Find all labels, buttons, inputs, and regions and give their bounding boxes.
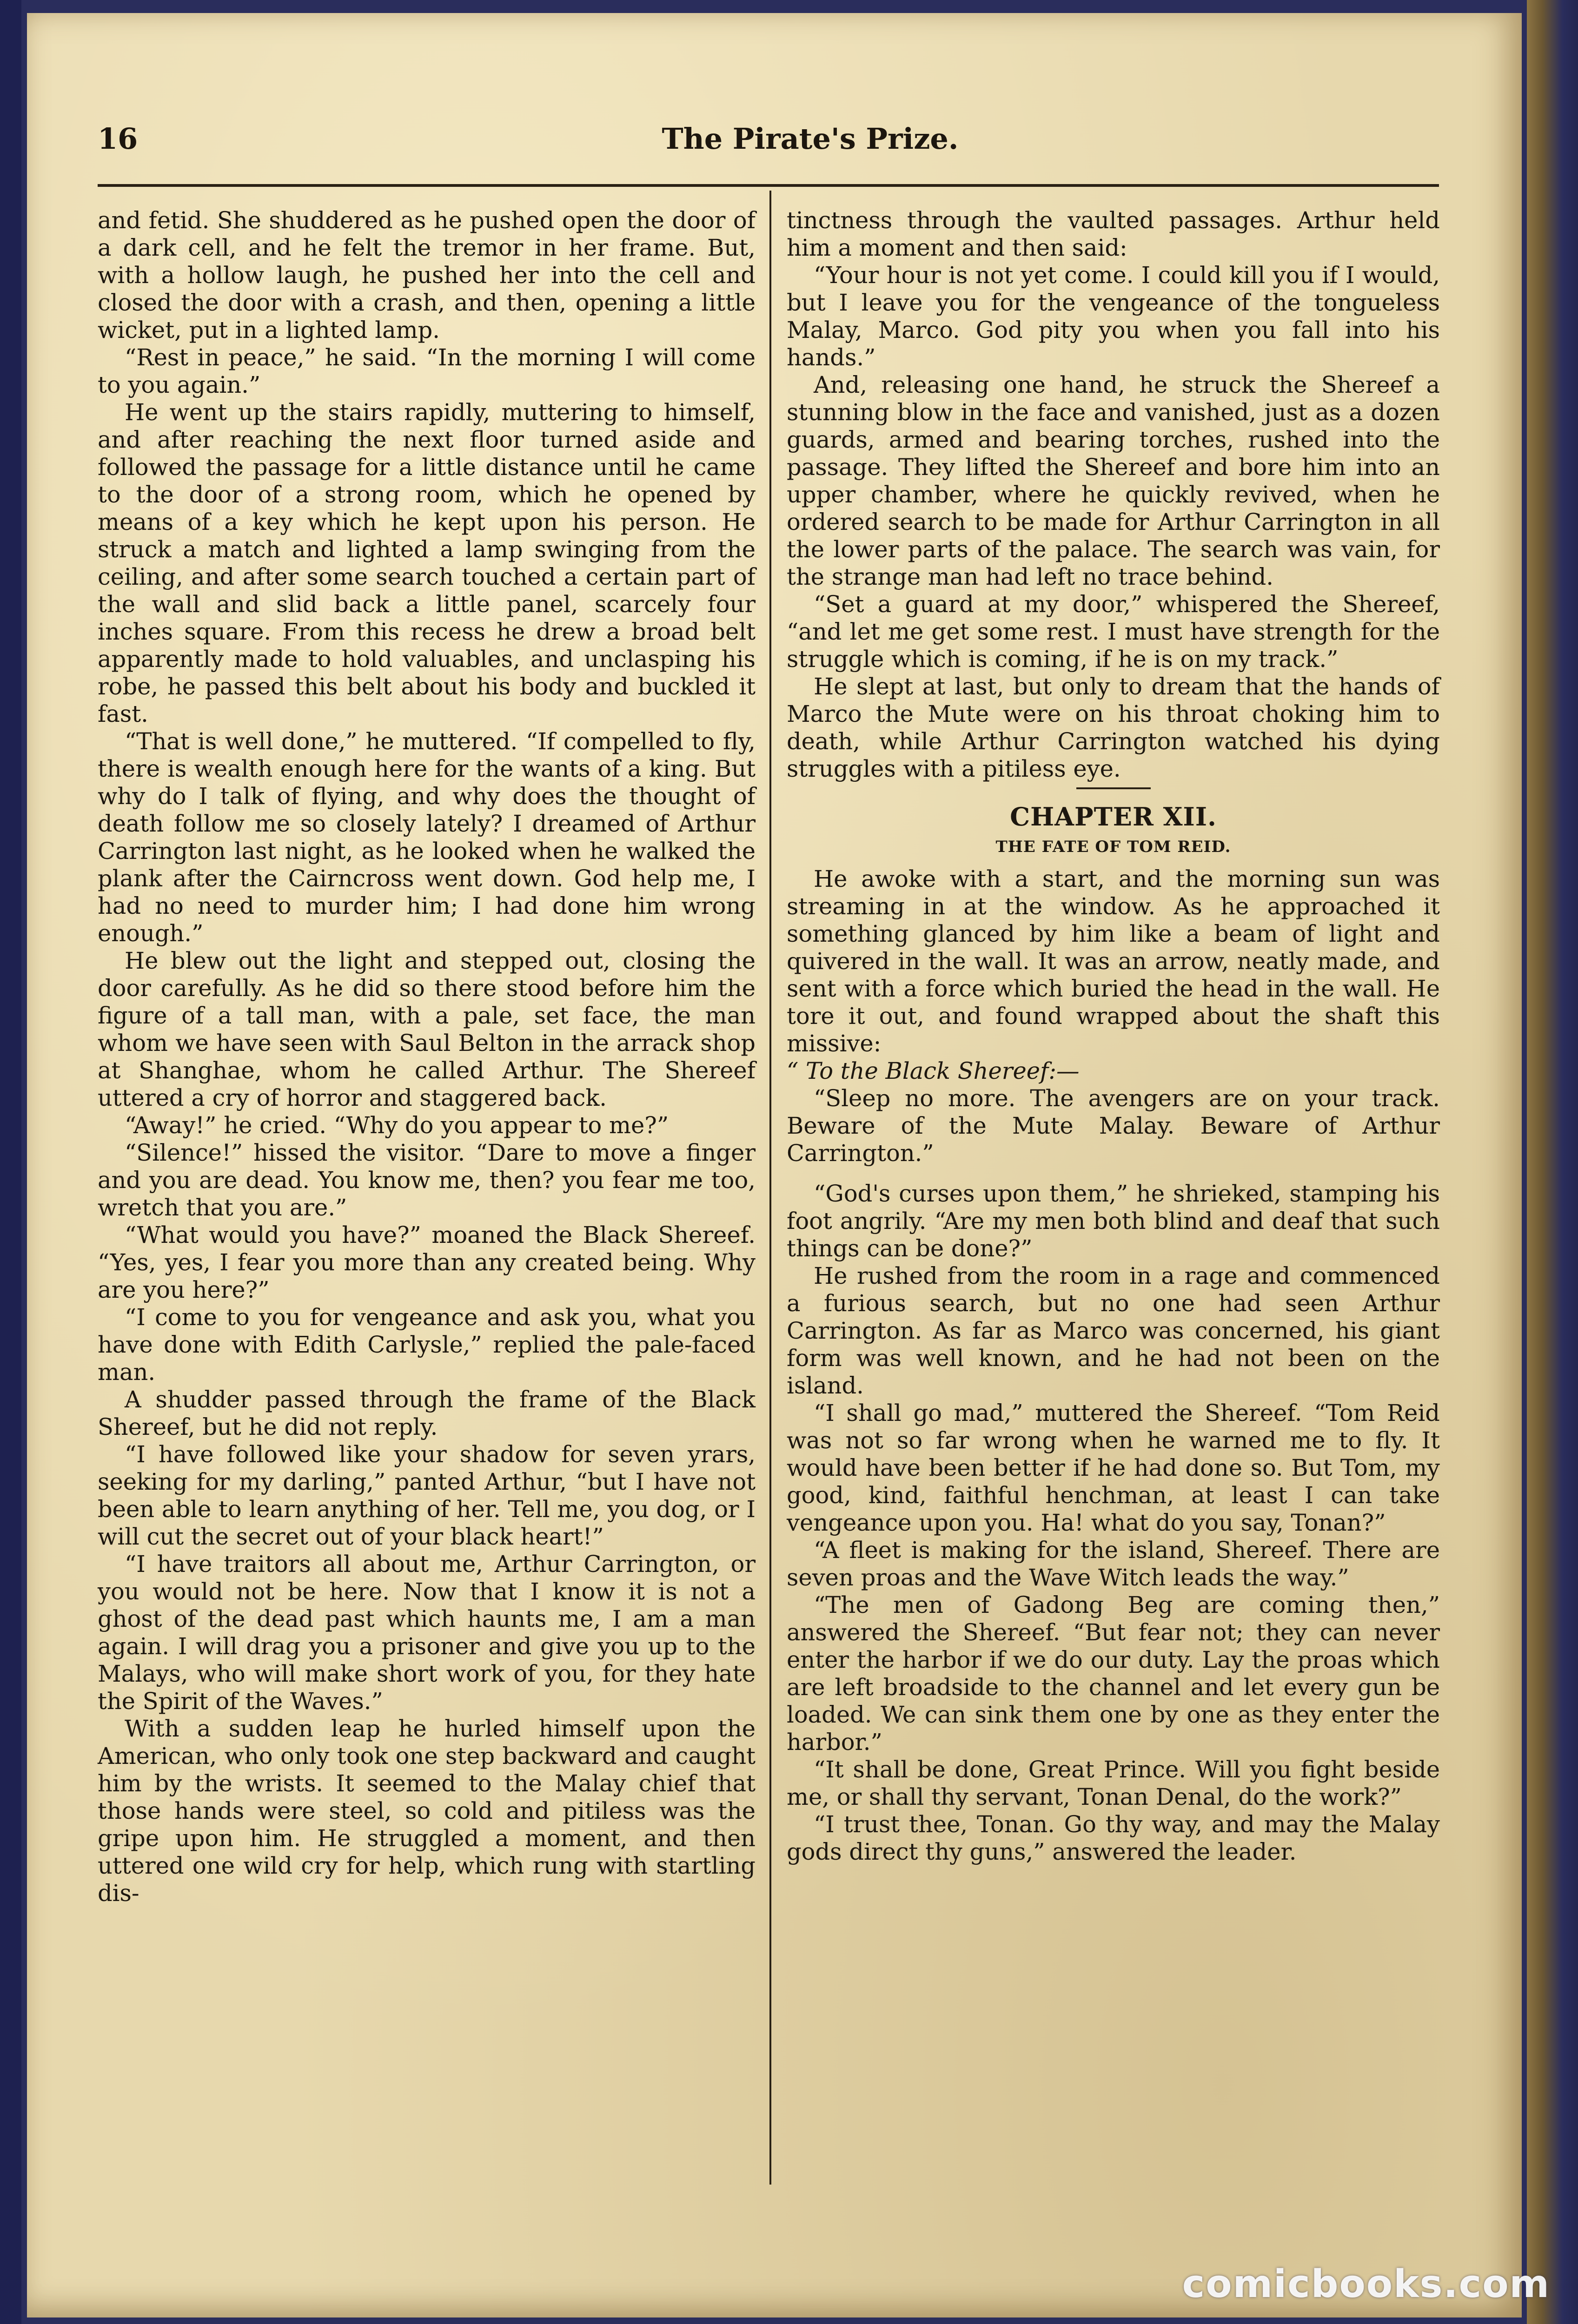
paragraph: And, releasing one hand, he struck the Shereef a stunning blow in the face and vanished, just as a dozen guards, armed and bearing torches, rushed into the passage. They lifted the Shereef and bore him into an upper chamber, where he quickly revived, when he ordered search to be made for Arthur Carrington in all the lower parts of the palace. The search was vain, for the strange man had left no trace behind. [787, 371, 1440, 590]
paragraph: “I have traitors all about me, Arthur Carrington, or you would not be here. Now that I know it is not a ghost of the dead past which haunts me, I am a man again. I will drag you a prisoner and give you up to the Malays, who will make short work of you, for they hate the Spirit of the Waves.” [98, 1551, 756, 1715]
paragraph: “The men of Gadong Beg are coming then,” answered the Shereef. “But fear not; they can never enter the harbor if we do our duty. Lay the proas which are left broadside to the channel and let every gun be loaded. We can sink them one by one as they enter the harbor.” [787, 1591, 1440, 1756]
paragraph: He slept at last, but only to dream that the hands of Marco the Mute were on his throat choking him to death, while Arthur Carrington watched his dying struggles with a pitiless eye. [787, 673, 1440, 782]
letter-salutation-text: “ To the Black Shereef:— [787, 1057, 1080, 1084]
paragraph: tinctness through the vaulted passages. Arthur held him a moment and then said: [787, 207, 1440, 261]
running-title: The Pirate's Prize. [662, 122, 959, 156]
paragraph: A shudder passed through the frame of the Black Shereef, but he did not reply. [98, 1386, 756, 1440]
paragraph: He rushed from the room in a rage and commenced a furious search, but no one had seen Arthur Carrington. As far as Marco was concerned, his giant form was well known, and he had not been on the island. [787, 1262, 1440, 1399]
paragraph: “A fleet is making for the island, Shereef. There are seven proas and the Wave Witch leads the way.” [787, 1537, 1440, 1591]
paragraph: “It shall be done, Great Prince. Will you fight beside me, or shall thy servant, Tonan Denal, do the work?” [787, 1756, 1440, 1810]
paragraph: He awoke with a start, and the morning sun was streaming in at the window. As he approached it something glanced by him like a beam of light and quivered in the wall. It was an arrow, neatly made, and sent with a force which buried the head in the wall. He tore it out, and found wrapped about the shaft this missive: [787, 865, 1440, 1057]
paragraph: “That is well done,” he muttered. “If compelled to fly, there is wealth enough here for the wants of a king. But why do I talk of flying, and why does the thought of death follow me so closely lately? I dreamed of Arthur Carrington last night, as he looked when he walked the plank after the Cairncross went down. God help me, I had no need to murder him; I had done him wrong enough.” [98, 728, 756, 947]
chapter-subtitle: THE FATE OF TOM REID. [995, 838, 1231, 856]
paragraph: “What would you have?” moaned the Black Shereef. “Yes, yes, I fear you more than any created being. Why are you here?” [98, 1221, 756, 1303]
paragraph: “Rest in peace,” he said. “In the morning I will come to you again.” [98, 344, 756, 398]
chapter-separator-rule [1076, 787, 1151, 789]
page-header [98, 116, 1439, 167]
chapter-heading: CHAPTER XII. [1010, 802, 1217, 832]
paragraph: and fetid. She shuddered as he pushed open the door of a dark cell, and he felt the tremor in her frame. But, with a hollow laugh, he pushed her into the cell and closed the door with a crash, and then, opening a little wicket, put in a lighted lamp. [98, 207, 756, 343]
paragraph: “Set a guard at my door,” whispered the Shereef, “and let me get some rest. I must have strength for the struggle which is coming, if he is on my track.” [787, 591, 1440, 673]
paragraph: “I shall go mad,” muttered the Shereef. “Tom Reid was not so far wrong when he warned me to fly. It would have been better if he had done so. But Tom, my good, kind, faithful henchman, at least I can take vengeance upon you. Ha! what do you say, Tonan?” [787, 1400, 1440, 1536]
left-column [98, 207, 756, 1907]
paragraph: “I come to you for vengeance and ask you, what you have done with Edith Carlysle,” replied the pale-faced man. [98, 1304, 756, 1386]
right-column [787, 207, 1440, 1866]
letter-salutation [787, 1057, 1440, 1085]
paragraph: “Your hour is not yet come. I could kill you if I would, but I leave you for the vengeance of the tongueless Malay, Marco. God pity you when you fall into his hands.” [787, 262, 1440, 371]
header-rule [98, 184, 1439, 187]
page-number: 16 [98, 122, 138, 156]
paragraph: “I have followed like your shadow for seven yrars, seeking for my darling,” panted Arthur, “but I have not been able to learn anything of her. Tell me, you dog, or I will cut the secret out of your black heart!” [98, 1441, 756, 1550]
site-watermark: comicbooks.com [1182, 2262, 1550, 2306]
paragraph: He blew out the light and stepped out, closing the door carefully. As he did so there stood before him the figure of a tall man, with a pale, set face, the man whom we have seen with Saul Belton in the arrack shop at Shanghae, whom he called Arthur. The Shereef uttered a cry of horror and staggered back. [98, 947, 756, 1111]
paragraph: “God's curses upon them,” he shrieked, stamping his foot angrily. “Are my men both blind and deaf that such things can be done?” [787, 1180, 1440, 1262]
paragraph: “I trust thee, Tonan. Go thy way, and may the Malay gods direct thy guns,” answered the leader. [787, 1811, 1440, 1865]
paragraph: With a sudden leap he hurled himself upon the American, who only took one step backward and caught him by the wrists. It seemed to the Malay chief that those hands were steel, so cold and pitiless was the gripe upon him. He struggled a moment, and then uttered one wild cry for help, which rung with startling dis- [98, 1715, 756, 1907]
spacer [787, 1167, 1440, 1180]
paragraph: “Sleep no more. The avengers are on your track. Beware of the Mute Malay. Beware of Arthur Carrington.” [787, 1085, 1440, 1167]
paragraph: “Silence!” hissed the visitor. “Dare to move a finger and you are dead. You know me, then? you fear me too, wretch that you are.” [98, 1139, 756, 1221]
paragraph: “Away!” he cried. “Why do you appear to me?” [125, 1112, 669, 1139]
paragraph: He went up the stairs rapidly, muttering to himself, and after reaching the next floor turned aside and followed the passage for a little distance until he came to the door of a strong room, which he opened by means of a key which he kept upon his person. He struck a match and lighted a lamp swinging from the ceiling, and after some search touched a certain part of the wall and slid back a little panel, scarcely four inches square. From this recess he drew a broad belt apparently made to hold valuables, and unclasping his robe, he passed this belt about his body and buckled it fast. [98, 399, 756, 727]
scan-border-right [1527, 0, 1578, 2324]
column-divider [769, 191, 771, 2185]
scan-border-left [0, 0, 21, 2324]
